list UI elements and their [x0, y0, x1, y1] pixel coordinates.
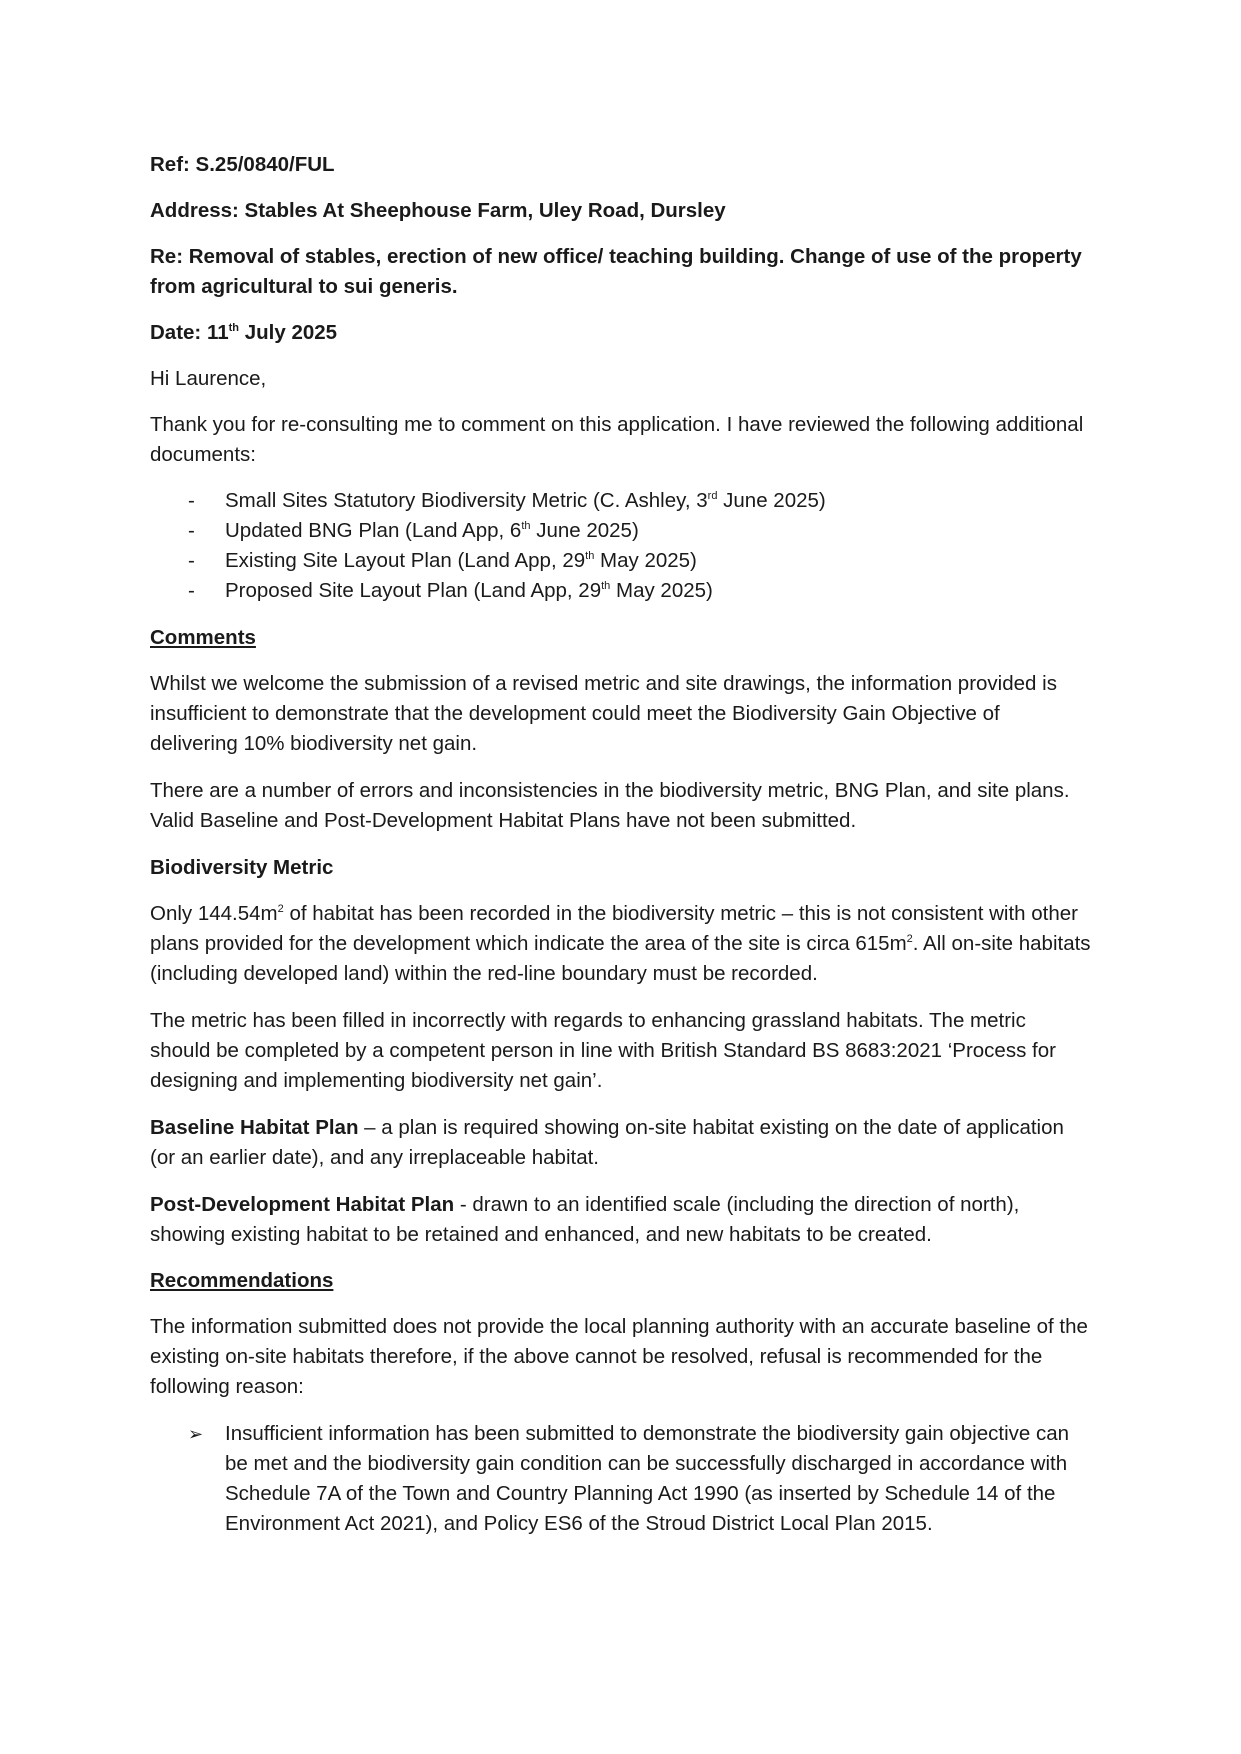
address-line: Address: Stables At Sheephouse Farm, Uley Road, Dursley — [150, 199, 726, 222]
list-item: - Existing Site Layout Plan (Land App, 29th May 2025) — [150, 546, 1091, 576]
list-item: - Updated BNG Plan (Land App, 6th June 2025) — [150, 516, 1091, 546]
ref-line: Ref: S.25/0840/FUL — [150, 153, 335, 176]
date-sup: th — [228, 322, 240, 334]
dash-bullet: - — [188, 579, 195, 602]
comments-heading: Comments — [150, 626, 256, 649]
baseline-label: Baseline Habitat Plan — [150, 1116, 359, 1139]
post-dev-label: Post-Development Habitat Plan — [150, 1193, 455, 1216]
date-prefix: Date: 11 — [150, 321, 229, 344]
documents-list — [150, 486, 1091, 606]
reasons-list — [150, 1419, 1091, 1539]
post-dev-paragraph: Post-Development Habitat Plan - drawn to an identified scale (including the direction of north), showing existing habitat to be retained and enhanced, and new habitats to be created. — [150, 1193, 1020, 1246]
comments-paragraph-1: Whilst we welcome the submission of a revised metric and site drawings, the information provided is insufficient to demonstrate that the development could meet the Biodiversity Gain Objective of delivering 10% biodiversity net gain. — [150, 672, 1057, 755]
recommendations-heading: Recommendations — [150, 1269, 334, 1292]
metric-paragraph-2: The metric has been filled in incorrectly with regards to enhancing grassland habitats. The metric should be completed by a competent person in line with British Standard BS 8683:2021 ‘Process for designing and implementing biodiversity net gain’. — [150, 1009, 1056, 1092]
date-line — [150, 318, 1091, 348]
metric-heading: Biodiversity Metric — [150, 856, 334, 879]
comments-paragraph-2: There are a number of errors and inconsistencies in the biodiversity metric, BNG Plan, and site plans. Valid Baseline and Post-Development Habitat Plans have not been submitted. — [150, 779, 1070, 832]
recommendations-paragraph: The information submitted does not provide the local planning authority with an accurate baseline of the existing on-site habitats therefore, if the above cannot be resolved, refusal is recommended for the following reason: — [150, 1315, 1088, 1398]
greeting: Hi Laurence, — [150, 367, 267, 390]
intro-paragraph: Thank you for re-consulting me to comment on this application. I have reviewed the following additional documents: — [150, 413, 1084, 466]
date-suffix: July 2025 — [239, 321, 338, 344]
re-line: Re: Removal of stables, erection of new office/ teaching building. Change of use of the property from agricultural to sui generis. — [150, 245, 1082, 298]
dash-bullet: - — [188, 489, 195, 512]
list-item: - Small Sites Statutory Biodiversity Metric (C. Ashley, 3rd June 2025) — [150, 486, 1091, 516]
list-item: - Proposed Site Layout Plan (Land App, 29th May 2025) — [150, 576, 1091, 606]
metric-paragraph-1: Only $144.54m^2$ of habitat has been recorded in the biodiversity metric – this is not consistent with other plans provided for the development which indicate the area of the site is circa $615m^2$. All on-site habitats (including developed land) within the red-line boundary must be recorded. — [150, 902, 1091, 985]
dash-bullet: - — [188, 549, 195, 572]
arrow-bullet-icon: ➢ — [188, 1424, 204, 1444]
list-item: ➢ Insufficient information has been submitted to demonstrate the biodiversity gain objective can be met and the biodiversity gain condition can be successfully discharged in accordance with Schedule 7A of the Town and Country Planning Act 1990 (as inserted by Schedule 14 of the Environment Act 2021), and Policy ES6 of the Stroud District Local Plan 2015. — [150, 1419, 1091, 1539]
baseline-paragraph: Baseline Habitat Plan – a plan is required showing on-site habitat existing on the date of application (or an earlier date), and any irreplaceable habitat. — [150, 1116, 1064, 1169]
dash-bullet: - — [188, 519, 195, 542]
